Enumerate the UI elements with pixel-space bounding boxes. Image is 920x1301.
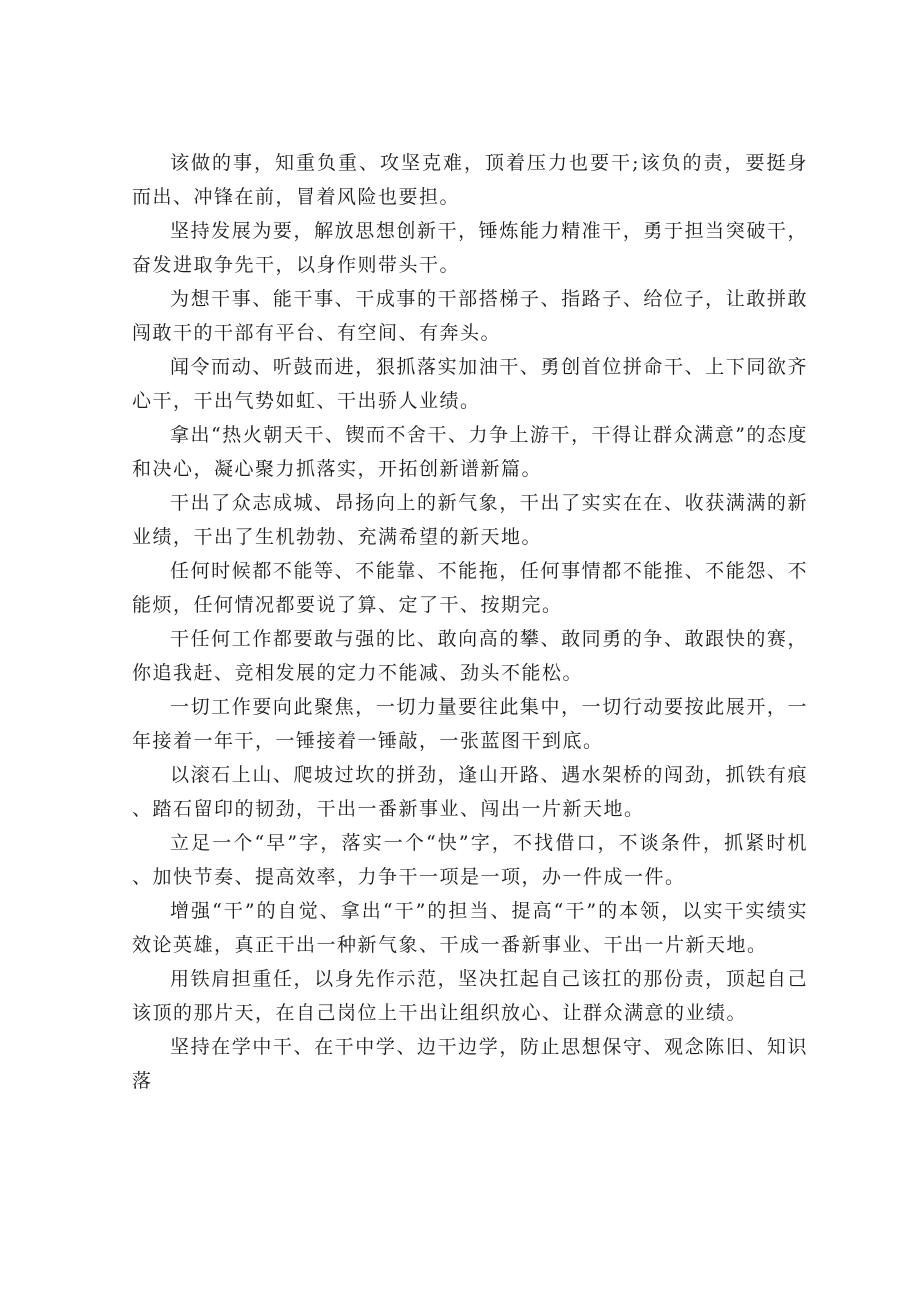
paragraph-10: 以滚石上山、爬坡过坎的拼劲，逢山开路、遇水架桥的闯劲，抓铁有痕、踏石留印的韧劲，干出一番新事业、闯出一片新天地。 (132, 764, 808, 820)
paragraph-14: 坚持在学中干、在干中学、边干边学，防止思想保守、观念陈旧、知识落 (132, 1036, 808, 1092)
paragraph-6: 干出了众志成城、昂扬向上的新气象，干出了实实在在、收获满满的新业绩，干出了生机勃勃、充满希望的新天地。 (132, 492, 808, 548)
paragraph-5: 拿出“热火朝天干、锲而不舍干、力争上游干，干得让群众满意”的态度和决心，凝心聚力抓落实，开拓创新谱新篇。 (132, 424, 808, 480)
paragraph-7: 任何时候都不能等、不能靠、不能拖，任何事情都不能推、不能怨、不能烦，任何情况都要说了算、定了干、按期完。 (132, 560, 808, 616)
document-body (132, 146, 808, 1098)
paragraph-11: 立足一个“早”字，落实一个“快”字，不找借口，不谈条件，抓紧时机、加快节奏、提高效率，力争干一项是一项，办一件成一件。 (132, 832, 808, 888)
paragraph-13: 用铁肩担重任，以身先作示范，坚决扛起自己该扛的那份责，顶起自己该顶的那片天，在自己岗位上干出让组织放心、让群众满意的业绩。 (132, 968, 808, 1024)
paragraph-9: 一切工作要向此聚焦，一切力量要往此集中，一切行动要按此展开，一年接着一年干，一锤接着一锤敲，一张蓝图干到底。 (132, 696, 808, 752)
paragraph-4: 闻令而动、听鼓而进，狠抓落实加油干、勇创首位拼命干、上下同欲齐心干，干出气势如虹、干出骄人业绩。 (132, 356, 808, 412)
paragraph-8: 干任何工作都要敢与强的比、敢向高的攀、敢同勇的争、敢跟快的赛，你追我赶、竞相发展的定力不能减、劲头不能松。 (132, 628, 808, 684)
paragraph-2: 坚持发展为要，解放思想创新干，锤炼能力精准干，勇于担当突破干，奋发进取争先干，以身作则带头干。 (132, 220, 808, 276)
paragraph-1: 该做的事，知重负重、攻坚克难，顶着压力也要干;该负的责，要挺身而出、冲锋在前，冒着风险也要担。 (132, 152, 808, 208)
paragraph-3: 为想干事、能干事、干成事的干部搭梯子、指路子、给位子，让敢拼敢闯敢干的干部有平台、有空间、有奔头。 (132, 288, 808, 344)
paragraph-12: 增强“干”的自觉、拿出“干”的担当、提高“干”的本领，以实干实绩实效论英雄，真正干出一种新气象、干成一番新事业、干出一片新天地。 (132, 900, 808, 956)
